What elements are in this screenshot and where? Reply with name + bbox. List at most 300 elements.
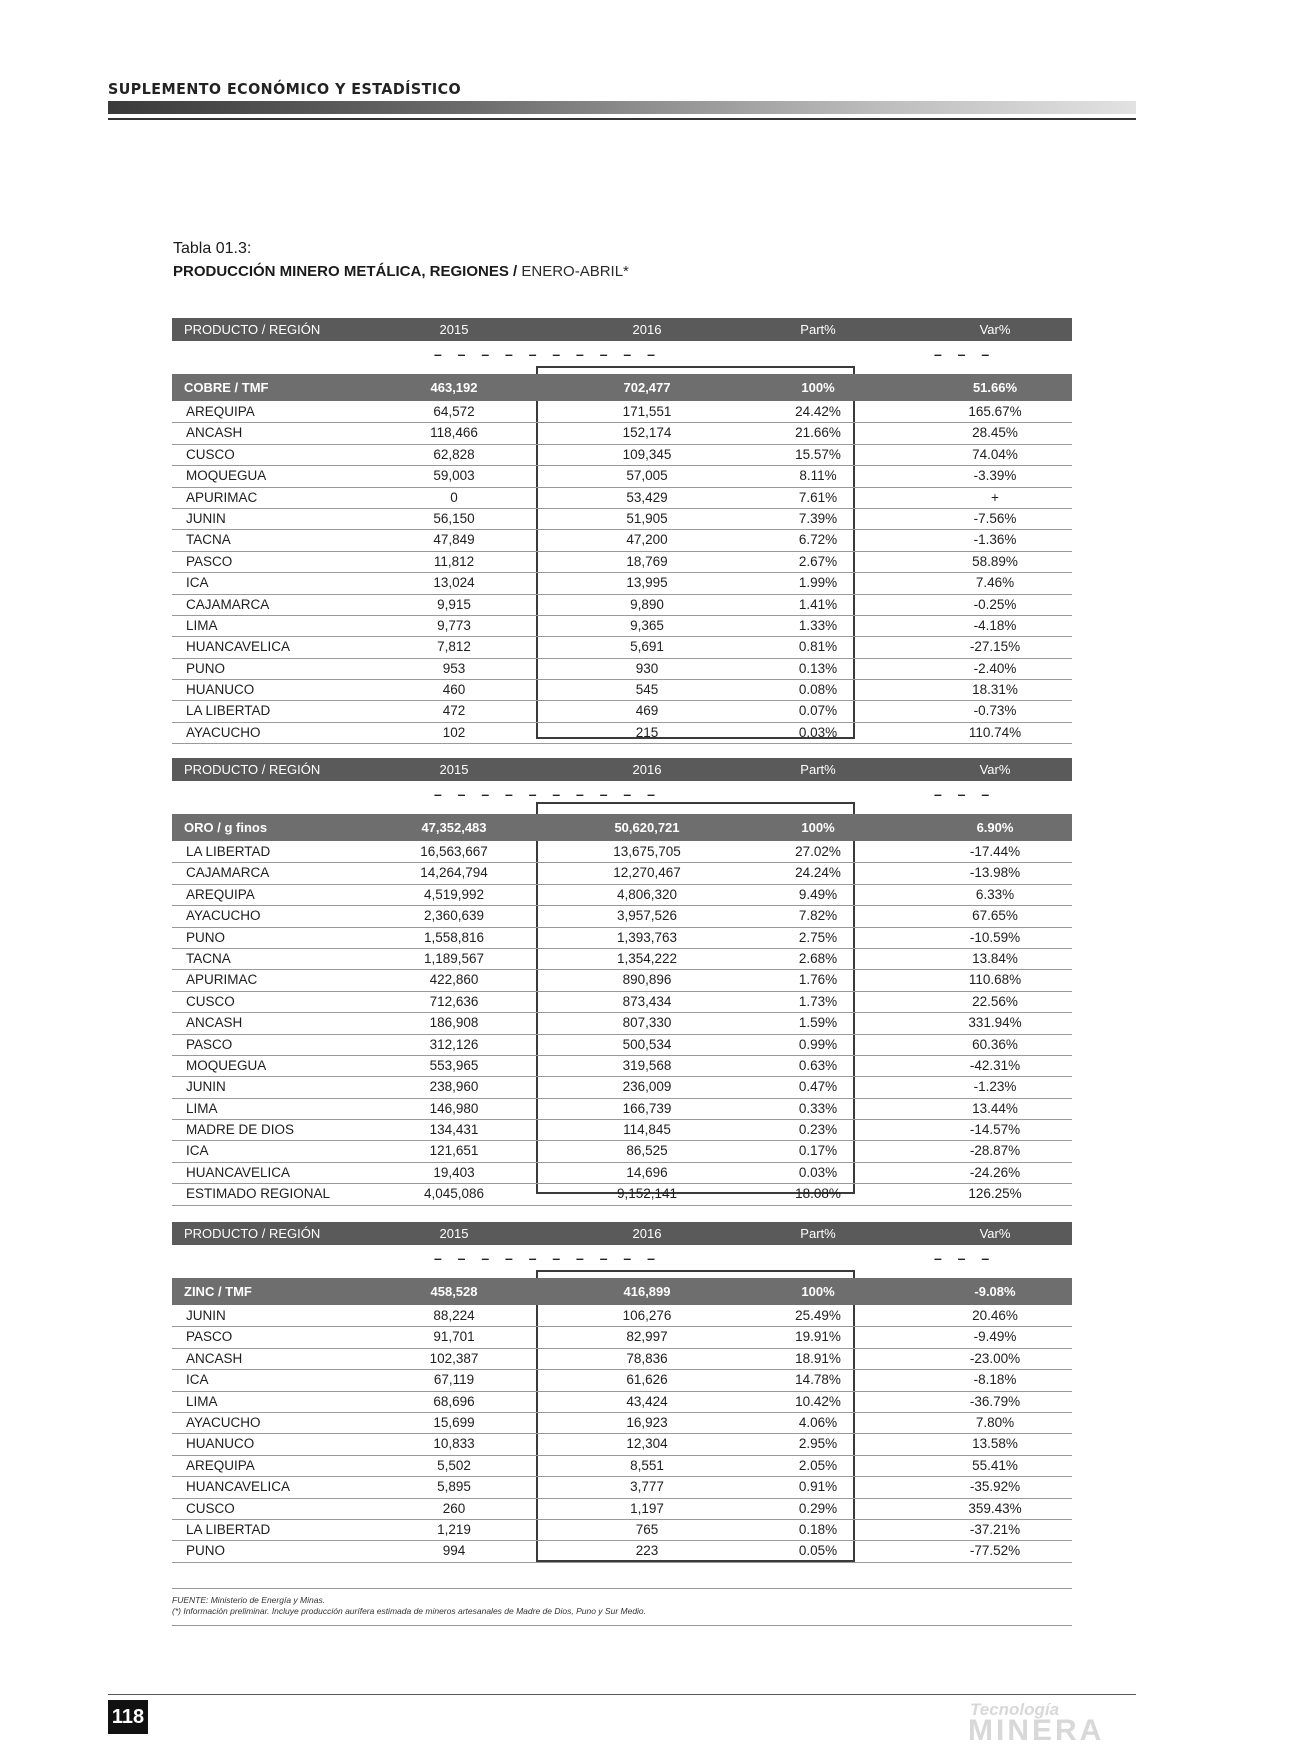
table-row: [172, 1141, 1072, 1162]
value-cell: 19.91%: [795, 1329, 841, 1345]
table-row: [172, 863, 1072, 884]
value-cell: 9,152,141: [616, 1186, 678, 1202]
value-cell: 238,960: [429, 1079, 479, 1095]
value-cell: 19,403: [433, 1164, 475, 1180]
table-header-row: [172, 1222, 1072, 1245]
region-cell: ANCASH: [186, 1015, 243, 1031]
value-cell: 422,860: [429, 972, 479, 988]
col-header-var: Var%: [979, 762, 1011, 777]
value-cell: 0: [450, 489, 458, 505]
region-cell: ICA: [186, 575, 209, 591]
table-header-row: [172, 758, 1072, 781]
region-cell: LIMA: [186, 1393, 218, 1409]
value-cell: 7.80%: [975, 1414, 1015, 1430]
value-cell: 121,651: [429, 1143, 479, 1159]
value-cell: 2.67%: [798, 553, 838, 569]
total-row: [172, 814, 1072, 841]
region-cell: CUSCO: [186, 993, 235, 1009]
value-cell: -0.73%: [973, 703, 1017, 719]
value-cell: 873,434: [622, 993, 672, 1009]
region-cell: TACNA: [186, 532, 231, 548]
table-row: [172, 445, 1072, 466]
footnote: (*) Información preliminar. Incluye producción aurífera estimada de mineros artesanales de Madre de Dios, Puno y Sur Medio.: [172, 1606, 647, 1616]
region-cell: JUNIN: [186, 510, 226, 526]
value-cell: -23.00%: [969, 1350, 1021, 1366]
table-row: [172, 1327, 1072, 1348]
region-cell: CAJAMARCA: [186, 865, 270, 881]
table-notes: [172, 1588, 1072, 1626]
source-note: FUENTE: Ministerio de Energía y Minas.: [172, 1595, 326, 1605]
table-row: [172, 1306, 1072, 1327]
cell: COBRE / TMF: [184, 380, 269, 395]
table-row: [172, 402, 1072, 423]
table-row: [172, 906, 1072, 927]
total-row: [172, 1278, 1072, 1305]
cell: 47,352,483: [421, 820, 487, 835]
region-cell: PUNO: [186, 660, 226, 676]
table-title: [173, 263, 629, 280]
cell: 51.66%: [972, 380, 1018, 395]
value-cell: -14.57%: [969, 1122, 1021, 1138]
cell: -9.08%: [974, 1284, 1016, 1299]
value-cell: 14,264,794: [420, 865, 488, 881]
value-cell: 67.65%: [972, 908, 1018, 924]
value-cell: 2.75%: [798, 929, 838, 945]
value-cell: -8.18%: [973, 1372, 1017, 1388]
value-cell: 312,126: [429, 1036, 479, 1052]
value-cell: 109,345: [622, 446, 672, 462]
table-row: [172, 1541, 1072, 1562]
table-row: [172, 701, 1072, 722]
region-cell: HUANCAVELICA: [186, 639, 291, 655]
value-cell: 114,845: [623, 1122, 671, 1138]
table-row: [172, 842, 1072, 863]
region-cell: AYACUCHO: [186, 1414, 261, 1430]
section-header-title: SUPLEMENTO ECONÓMICO Y ESTADÍSTICO: [108, 80, 462, 98]
value-cell: 319,568: [622, 1057, 672, 1073]
cell: 100%: [801, 1284, 835, 1299]
table-row: [172, 885, 1072, 906]
table-row: [172, 1035, 1072, 1056]
region-cell: PUNO: [186, 929, 226, 945]
value-cell: -24.26%: [969, 1164, 1021, 1180]
value-cell: 2.95%: [798, 1436, 838, 1452]
value-cell: 0.03%: [798, 724, 838, 740]
value-cell: 1.33%: [798, 617, 838, 633]
value-cell: 545: [635, 682, 659, 698]
value-cell: 13,995: [626, 575, 668, 591]
value-cell: 8.11%: [799, 468, 837, 484]
value-cell: 68,696: [433, 1393, 475, 1409]
cell: 6.90%: [976, 820, 1014, 835]
table-row: [172, 1013, 1072, 1034]
region-cell: ANCASH: [186, 1350, 243, 1366]
value-cell: 765: [635, 1521, 659, 1537]
value-cell: -9.49%: [973, 1329, 1017, 1345]
value-cell: 0.03%: [798, 1164, 838, 1180]
zinc-table: [172, 1222, 1072, 1562]
value-cell: 9.49%: [798, 886, 838, 902]
value-cell: 88,224: [433, 1308, 475, 1323]
value-cell: -36.79%: [969, 1393, 1021, 1409]
value-cell: -13.98%: [969, 865, 1021, 881]
region-cell: ICA: [186, 1143, 209, 1159]
region-cell: CAJAMARCA: [186, 596, 270, 612]
value-cell: 223: [635, 1543, 659, 1559]
value-cell: 47,200: [626, 532, 668, 548]
region-cell: JUNIN: [186, 1079, 226, 1095]
value-cell: -42.31%: [969, 1057, 1021, 1073]
table-row: [172, 488, 1072, 509]
table-row: [172, 1370, 1072, 1391]
value-cell: 13.58%: [972, 1436, 1018, 1452]
value-cell: 2.05%: [798, 1457, 838, 1473]
value-cell: 236,009: [622, 1079, 672, 1095]
value-cell: 102,387: [429, 1350, 479, 1366]
dash-separator: – – –: [934, 786, 996, 802]
value-cell: 5,691: [630, 639, 664, 655]
value-cell: -35.92%: [969, 1479, 1021, 1495]
value-cell: -28.87%: [969, 1143, 1021, 1159]
table-row: [172, 1349, 1072, 1370]
region-cell: AYACUCHO: [186, 908, 261, 924]
table-row: [172, 1456, 1072, 1477]
value-cell: 1.59%: [798, 1015, 838, 1031]
value-cell: 0.47%: [798, 1079, 838, 1095]
value-cell: 13.44%: [972, 1100, 1018, 1116]
cell: ORO / g finos: [184, 820, 268, 835]
value-cell: 10,833: [433, 1436, 475, 1452]
col-header-2016: 2016: [632, 1226, 662, 1241]
region-cell: HUANUCO: [186, 1436, 255, 1452]
region-cell: HUANUCO: [186, 682, 255, 698]
value-cell: 0.81%: [798, 639, 838, 655]
value-cell: 1.41%: [798, 596, 838, 612]
value-cell: 712,636: [429, 993, 479, 1009]
table-row: [172, 1392, 1072, 1413]
value-cell: 14.78%: [795, 1372, 841, 1388]
region-cell: ICA: [186, 1372, 209, 1388]
value-cell: -7.56%: [973, 510, 1017, 526]
value-cell: 171,551: [622, 404, 672, 419]
col-header-region: PRODUCTO / REGIÓN: [184, 1226, 321, 1241]
value-cell: 186,908: [429, 1015, 479, 1031]
value-cell: -77.52%: [969, 1543, 1021, 1559]
value-cell: -0.25%: [973, 596, 1017, 612]
value-cell: 78,836: [626, 1350, 668, 1366]
value-cell: 13,024: [433, 575, 475, 591]
region-cell: LA LIBERTAD: [186, 1521, 271, 1537]
value-cell: 6.72%: [798, 532, 838, 548]
value-cell: 0.08%: [798, 682, 838, 698]
table-row: [172, 659, 1072, 680]
cell: 100%: [801, 380, 835, 395]
value-cell: 4.06%: [798, 1414, 838, 1430]
value-cell: 994: [442, 1543, 466, 1559]
dash-separator: – – – – – – – – – –: [434, 786, 661, 802]
value-cell: 27.02%: [795, 844, 841, 859]
value-cell: 0.63%: [798, 1057, 838, 1073]
region-cell: MOQUEGUA: [186, 468, 267, 484]
col-header-region: PRODUCTO / REGIÓN: [184, 762, 321, 777]
value-cell: 553,965: [429, 1057, 479, 1073]
value-cell: 7.61%: [798, 489, 838, 505]
table-row: [172, 1056, 1072, 1077]
region-cell: MADRE DE DIOS: [186, 1122, 295, 1138]
value-cell: 51,905: [626, 510, 668, 526]
value-cell: 890,896: [622, 972, 672, 988]
region-cell: LIMA: [186, 1100, 218, 1116]
oro-table: [172, 758, 1072, 1202]
value-cell: 6.33%: [975, 886, 1015, 902]
value-cell: 1,189,567: [423, 950, 485, 966]
table-row: [172, 1184, 1072, 1205]
value-cell: 7,812: [437, 639, 471, 655]
region-cell: LA LIBERTAD: [186, 703, 271, 719]
value-cell: 152,174: [622, 425, 672, 441]
table-body: [172, 842, 1072, 1206]
value-cell: -27.15%: [969, 639, 1021, 655]
col-header-2016: 2016: [632, 322, 662, 337]
value-cell: 9,773: [437, 617, 471, 633]
table-row: [172, 1120, 1072, 1141]
value-cell: 24.42%: [795, 404, 841, 419]
value-cell: 10.42%: [795, 1393, 841, 1409]
value-cell: 500,534: [622, 1036, 672, 1052]
value-cell: -3.39%: [973, 468, 1017, 484]
region-cell: MOQUEGUA: [186, 1057, 267, 1073]
col-header-part: Part%: [800, 1226, 836, 1241]
table-row: [172, 423, 1072, 444]
value-cell: -2.40%: [973, 660, 1017, 676]
table-row: [172, 949, 1072, 970]
value-cell: 53,429: [626, 489, 668, 505]
cell: 458,528: [430, 1284, 478, 1299]
dash-separator: – – –: [934, 346, 996, 362]
value-cell: 14,696: [626, 1164, 668, 1180]
value-cell: 16,923: [626, 1414, 668, 1430]
value-cell: -10.59%: [969, 929, 1021, 945]
value-cell: 215: [635, 724, 659, 740]
table-row: [172, 466, 1072, 487]
value-cell: 20.46%: [972, 1308, 1018, 1323]
value-cell: -4.18%: [973, 617, 1017, 633]
region-cell: PASCO: [186, 553, 233, 569]
table-row: [172, 928, 1072, 949]
value-cell: 3,777: [630, 1479, 664, 1495]
value-cell: 260: [442, 1500, 466, 1516]
cell: 702,477: [623, 380, 671, 395]
value-cell: 0.23%: [798, 1122, 838, 1138]
value-cell: 134,431: [429, 1122, 479, 1138]
table-row: [172, 1520, 1072, 1541]
table-row: [172, 595, 1072, 616]
region-cell: AREQUIPA: [186, 886, 255, 902]
value-cell: 91,701: [433, 1329, 475, 1345]
value-cell: 0.91%: [798, 1479, 838, 1495]
region-cell: AREQUIPA: [186, 1457, 255, 1473]
table-row: [172, 530, 1072, 551]
logo-text-big: MINERA: [968, 1714, 1105, 1747]
value-cell: 0.07%: [798, 703, 838, 719]
cell: ZINC / TMF: [184, 1284, 252, 1299]
value-cell: 57,005: [626, 468, 668, 484]
value-cell: -1.23%: [973, 1079, 1017, 1095]
region-cell: TACNA: [186, 950, 231, 966]
dash-separator: – – – – – – – – – –: [434, 1250, 661, 1266]
value-cell: 0.99%: [798, 1036, 838, 1052]
region-cell: PUNO: [186, 1543, 226, 1559]
page-number: 118: [108, 1700, 148, 1734]
value-cell: 460: [442, 682, 466, 698]
value-cell: 1.73%: [798, 993, 838, 1009]
value-cell: 359.43%: [968, 1500, 1022, 1516]
value-cell: 47,849: [433, 532, 475, 548]
value-cell: 18,769: [626, 553, 668, 569]
value-cell: -37.21%: [969, 1521, 1021, 1537]
value-cell: 15.57%: [795, 446, 841, 462]
value-cell: 12,270,467: [613, 865, 681, 881]
table-row: [172, 680, 1072, 701]
value-cell: 146,980: [429, 1100, 479, 1116]
value-cell: 1,197: [630, 1500, 664, 1516]
region-cell: HUANCAVELICA: [186, 1479, 291, 1495]
value-cell: 56,150: [433, 510, 475, 526]
table-row: [172, 1413, 1072, 1434]
value-cell: 55.41%: [972, 1457, 1018, 1473]
region-cell: AYACUCHO: [186, 724, 261, 740]
value-cell: 110.74%: [968, 724, 1022, 740]
value-cell: 61,626: [626, 1372, 668, 1388]
table-row: [172, 637, 1072, 658]
table-title-main: PRODUCCIÓN MINERO METÁLICA, REGIONES /: [173, 263, 518, 280]
value-cell: 58.89%: [972, 553, 1018, 569]
value-cell: 82,997: [626, 1329, 668, 1345]
value-cell: 0.13%: [798, 660, 838, 676]
header-divider: [108, 118, 1136, 120]
value-cell: 9,365: [630, 617, 664, 633]
value-cell: 0.17%: [798, 1143, 838, 1159]
value-cell: +: [991, 489, 999, 505]
value-cell: 1.76%: [798, 972, 838, 988]
value-cell: 21.66%: [795, 425, 841, 441]
value-cell: 59,003: [433, 468, 475, 484]
col-header-var: Var%: [979, 1226, 1011, 1241]
table-row: [172, 970, 1072, 991]
table-row: [172, 1499, 1072, 1520]
cell: 416,899: [623, 1284, 671, 1299]
table-header-row: [172, 318, 1072, 341]
value-cell: 4,806,320: [616, 886, 678, 902]
value-cell: 7.46%: [975, 575, 1015, 591]
value-cell: 930: [635, 660, 659, 676]
value-cell: 86,525: [626, 1143, 668, 1159]
value-cell: 106,276: [622, 1308, 672, 1323]
value-cell: 64,572: [433, 404, 475, 419]
value-cell: 18.31%: [972, 682, 1018, 698]
value-cell: 4,045,086: [423, 1186, 485, 1202]
table-row: [172, 616, 1072, 637]
table-row: [172, 1099, 1072, 1120]
footer-divider: [108, 1694, 1136, 1695]
value-cell: 5,502: [437, 1457, 471, 1473]
table-row: [172, 573, 1072, 594]
value-cell: 9,915: [437, 596, 471, 612]
value-cell: 25.49%: [795, 1308, 841, 1323]
table-body: [172, 1306, 1072, 1563]
dash-separator: – – –: [934, 1250, 996, 1266]
col-header-2015: 2015: [439, 1226, 469, 1241]
value-cell: 8,551: [630, 1457, 664, 1473]
value-cell: 953: [442, 660, 466, 676]
value-cell: 1,558,816: [423, 929, 485, 945]
value-cell: 62,828: [433, 446, 475, 462]
value-cell: 1,354,222: [616, 950, 678, 966]
value-cell: 2.68%: [798, 950, 838, 966]
col-header-region: PRODUCTO / REGIÓN: [184, 322, 321, 337]
logo-text-small: Tecnología: [970, 1700, 1060, 1719]
value-cell: 0.33%: [798, 1100, 838, 1116]
header-gradient-bar: [108, 101, 1136, 114]
value-cell: 13.84%: [972, 950, 1018, 966]
region-cell: LA LIBERTAD: [186, 844, 271, 859]
cell: 50,620,721: [614, 820, 680, 835]
table-row: [172, 1077, 1072, 1098]
value-cell: 2,360,639: [423, 908, 485, 924]
value-cell: 24.24%: [795, 865, 841, 881]
value-cell: 22.56%: [972, 993, 1018, 1009]
value-cell: 0.05%: [798, 1543, 838, 1559]
value-cell: 28.45%: [972, 425, 1018, 441]
table-body: [172, 402, 1072, 744]
table-title-period: ENERO-ABRIL*: [521, 263, 629, 280]
cobre-table: [172, 318, 1072, 738]
table-row: [172, 1163, 1072, 1184]
col-header-part: Part%: [800, 762, 836, 777]
total-row: [172, 374, 1072, 401]
value-cell: -17.44%: [969, 844, 1021, 859]
col-header-var: Var%: [979, 322, 1011, 337]
value-cell: 7.39%: [798, 510, 838, 526]
table-row: [172, 723, 1072, 744]
value-cell: 74.04%: [972, 446, 1018, 462]
value-cell: 1,219: [437, 1521, 471, 1537]
col-header-2016: 2016: [632, 762, 662, 777]
value-cell: 18.91%: [795, 1350, 841, 1366]
value-cell: 16,563,667: [420, 844, 488, 859]
value-cell: 4,519,992: [423, 886, 485, 902]
value-cell: 0.29%: [798, 1500, 838, 1516]
region-cell: JUNIN: [186, 1308, 226, 1323]
value-cell: 15,699: [433, 1414, 475, 1430]
region-cell: ANCASH: [186, 425, 243, 441]
value-cell: 67,119: [433, 1372, 475, 1388]
value-cell: 0.18%: [798, 1521, 838, 1537]
region-cell: ESTIMADO REGIONAL: [186, 1186, 331, 1202]
value-cell: 807,330: [622, 1015, 672, 1031]
region-cell: LIMA: [186, 617, 218, 633]
region-cell: PASCO: [186, 1036, 233, 1052]
region-cell: APURIMAC: [186, 489, 258, 505]
value-cell: 469: [635, 703, 659, 719]
value-cell: 43,424: [626, 1393, 668, 1409]
table-row: [172, 992, 1072, 1013]
region-cell: CUSCO: [186, 1500, 235, 1516]
value-cell: 7.82%: [798, 908, 838, 924]
cell: 100%: [801, 820, 835, 835]
value-cell: 1,393,763: [616, 929, 678, 945]
value-cell: 1.99%: [798, 575, 838, 591]
